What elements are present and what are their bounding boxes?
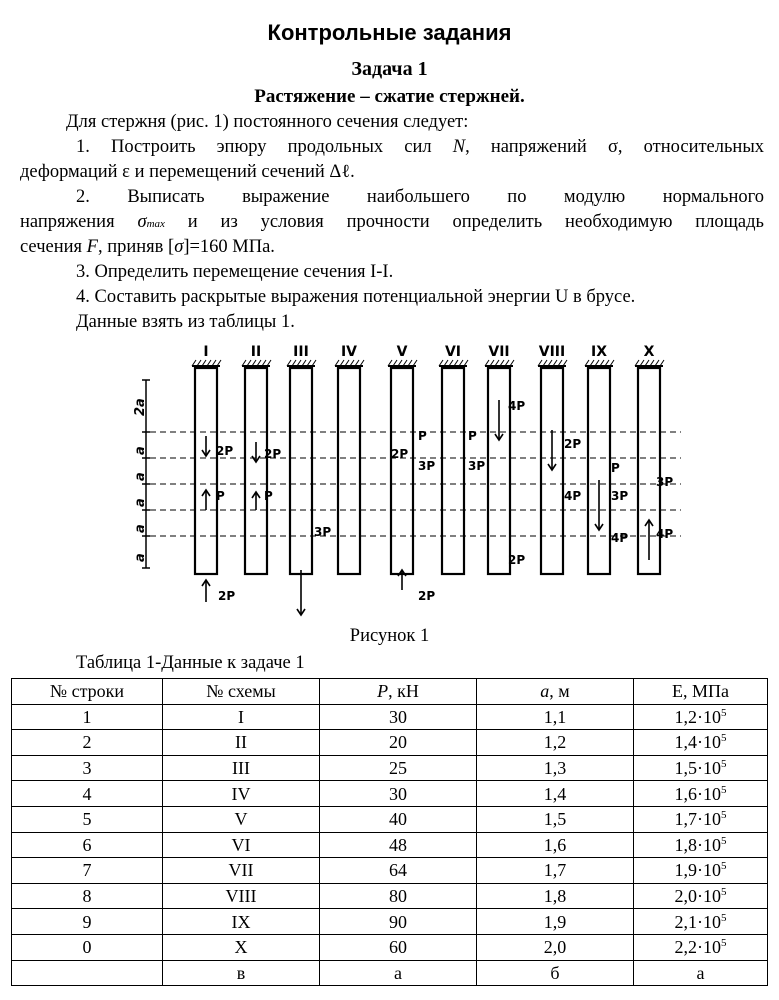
cell-e: $1,9\cdot 10^5$ bbox=[634, 858, 768, 884]
task-subtitle: Растяжение – сжатие стержней. bbox=[254, 86, 525, 107]
dimension-label: a bbox=[133, 446, 148, 455]
rod bbox=[195, 368, 217, 574]
cell-e: $1,2\cdot 10^5$ bbox=[634, 704, 768, 730]
cell-e: $1,4\cdot 10^5$ bbox=[634, 730, 768, 756]
cell-row-number: 0 bbox=[12, 934, 163, 960]
cell-row-number: 6 bbox=[12, 832, 163, 858]
table-row bbox=[12, 883, 768, 909]
cell-scheme: II bbox=[163, 730, 320, 756]
cell-scheme: VII bbox=[163, 858, 320, 884]
page-title: Контрольные задания bbox=[267, 20, 512, 45]
cell-footer-scheme: в bbox=[163, 960, 320, 986]
force-label: P bbox=[264, 489, 273, 503]
cell-row-number: 5 bbox=[12, 806, 163, 832]
force-label: P bbox=[611, 461, 620, 475]
scheme-label: I bbox=[203, 344, 209, 360]
cell-a: 2,0 bbox=[477, 934, 634, 960]
cell-a: 1,3 bbox=[477, 755, 634, 781]
item-2-line-3: сечения F, приняв [σ]=160 МПа. bbox=[20, 237, 275, 257]
col-header-row: № строки bbox=[12, 679, 163, 705]
figure-caption: Рисунок 1 bbox=[349, 626, 430, 646]
cell-scheme: V bbox=[163, 806, 320, 832]
cell-scheme: III bbox=[163, 755, 320, 781]
cell-p: 64 bbox=[320, 858, 477, 884]
cell-a: 1,2 bbox=[477, 730, 634, 756]
cell-e: $1,6\cdot 10^5$ bbox=[634, 781, 768, 807]
force-label: 4P bbox=[611, 531, 629, 545]
cell-p: 25 bbox=[320, 755, 477, 781]
cell-e: $2,2\cdot 10^5$ bbox=[634, 934, 768, 960]
item-4: 4. Составить раскрытые выражения потенциальной энергии U в брусе. bbox=[76, 287, 636, 307]
cell-p: 80 bbox=[320, 883, 477, 909]
cell-a: 1,1 bbox=[477, 704, 634, 730]
cell-e: $2,1\cdot 10^5$ bbox=[634, 909, 768, 935]
force-label: 3P bbox=[656, 475, 674, 489]
force-label: 3P bbox=[468, 459, 486, 473]
rod bbox=[488, 368, 510, 574]
table-row bbox=[12, 730, 768, 756]
cell-scheme: I bbox=[163, 704, 320, 730]
cell-scheme: VI bbox=[163, 832, 320, 858]
rod bbox=[588, 368, 610, 574]
cell-scheme: IV bbox=[163, 781, 320, 807]
item-2-line-2: напряжения σmax и из условия прочности определить необходимую площадь bbox=[20, 212, 764, 232]
cell-e: $1,7\cdot 10^5$ bbox=[634, 806, 768, 832]
cell-a: 1,7 bbox=[477, 858, 634, 884]
cell-p: 60 bbox=[320, 934, 477, 960]
force-label: P bbox=[216, 489, 225, 503]
scheme-label: VII bbox=[488, 344, 510, 360]
cell-a: 1,5 bbox=[477, 806, 634, 832]
force-label: P bbox=[418, 429, 427, 443]
cell-e: $1,5\cdot 10^5$ bbox=[634, 755, 768, 781]
cell-p: 30 bbox=[320, 781, 477, 807]
cell-a: 1,6 bbox=[477, 832, 634, 858]
intro-text: Для стержня (рис. 1) постоянного сечения следует: bbox=[66, 112, 469, 132]
rod-schemes-figure bbox=[133, 340, 696, 620]
force-label: 4P bbox=[656, 527, 674, 541]
cell-p: 48 bbox=[320, 832, 477, 858]
cell-row-number: 3 bbox=[12, 755, 163, 781]
force-label: 4P bbox=[564, 489, 582, 503]
cell-p: 40 bbox=[320, 806, 477, 832]
table-row bbox=[12, 704, 768, 730]
task-heading: Задача 1 bbox=[351, 58, 428, 80]
dimension-label: a bbox=[133, 498, 148, 507]
table-header-row bbox=[12, 679, 768, 705]
scheme-label: III bbox=[293, 344, 309, 360]
cell-a: 1,9 bbox=[477, 909, 634, 935]
force-label: 3P bbox=[418, 459, 436, 473]
scheme-label: II bbox=[250, 344, 262, 360]
data-table bbox=[11, 678, 768, 986]
cell-p: 90 bbox=[320, 909, 477, 935]
force-label: 3P bbox=[611, 489, 629, 503]
rod bbox=[442, 368, 464, 574]
col-header-e: E, МПа bbox=[634, 679, 768, 705]
cell-scheme: X bbox=[163, 934, 320, 960]
table-caption: Таблица 1-Данные к задаче 1 bbox=[76, 653, 305, 673]
force-label: P bbox=[468, 429, 477, 443]
dimension-label: a bbox=[133, 472, 148, 481]
force-label: 2P bbox=[216, 444, 234, 458]
force-label: 2P bbox=[264, 447, 282, 461]
cell-row-number: 4 bbox=[12, 781, 163, 807]
force-label: 2P bbox=[508, 553, 526, 567]
force-label: 2P bbox=[418, 589, 436, 603]
dimension-label: a bbox=[133, 553, 148, 562]
item-1-line-2: деформаций ε и перемещений сечений Δℓ. bbox=[20, 162, 355, 182]
rod bbox=[290, 368, 312, 574]
cell-scheme: IX bbox=[163, 909, 320, 935]
col-header-a: a, м bbox=[477, 679, 634, 705]
table-row bbox=[12, 806, 768, 832]
col-header-scheme: № схемы bbox=[163, 679, 320, 705]
cell-p: 20 bbox=[320, 730, 477, 756]
cell-a: 1,4 bbox=[477, 781, 634, 807]
item-2-line-1: 2. Выписать выражение наибольшего по модулю нормального bbox=[76, 187, 764, 207]
scheme-label: IX bbox=[590, 344, 608, 360]
table-row bbox=[12, 781, 768, 807]
force-label: 2P bbox=[391, 447, 409, 461]
rod bbox=[391, 368, 413, 574]
scheme-label: X bbox=[643, 344, 655, 360]
scheme-label: VIII bbox=[538, 344, 566, 360]
force-label: 2P bbox=[564, 437, 582, 451]
scheme-label: V bbox=[396, 344, 408, 360]
table-row bbox=[12, 858, 768, 884]
cell-a: 1,8 bbox=[477, 883, 634, 909]
force-label: 2P bbox=[218, 589, 236, 603]
item-3: 3. Определить перемещение сечения I-I. bbox=[76, 262, 394, 282]
cell-e: $2,0\cdot 10^5$ bbox=[634, 883, 768, 909]
cell-p: 30 bbox=[320, 704, 477, 730]
rod bbox=[245, 368, 267, 574]
table-row bbox=[12, 755, 768, 781]
cell-row-number: 2 bbox=[12, 730, 163, 756]
item-5: Данные взять из таблицы 1. bbox=[76, 312, 295, 332]
cell-e: $1,8\cdot 10^5$ bbox=[634, 832, 768, 858]
cell-row-number: 1 bbox=[12, 704, 163, 730]
scheme-label: VI bbox=[444, 344, 462, 360]
dimension-label: 2a bbox=[133, 398, 148, 416]
cell-footer-e: а bbox=[634, 960, 768, 986]
table-row bbox=[12, 909, 768, 935]
table-row bbox=[12, 934, 768, 960]
rod bbox=[338, 368, 360, 574]
cell-row-number: 9 bbox=[12, 909, 163, 935]
force-label: 4P bbox=[508, 399, 526, 413]
item-1-line-1: 1. Построить эпюру продольных сил N, напряжений σ, относительных bbox=[76, 137, 765, 157]
cell-scheme: VIII bbox=[163, 883, 320, 909]
cell-footer-n bbox=[12, 960, 163, 986]
cell-row-number: 7 bbox=[12, 858, 163, 884]
table-footer-row bbox=[12, 960, 768, 986]
table-row bbox=[12, 832, 768, 858]
scheme-label: IV bbox=[340, 344, 358, 360]
cell-footer-p: а bbox=[320, 960, 477, 986]
col-header-p: P, кН bbox=[320, 679, 477, 705]
dimension-label: a bbox=[133, 524, 148, 533]
force-label: 3P bbox=[314, 525, 332, 539]
cell-footer-a: б bbox=[477, 960, 634, 986]
cell-row-number: 8 bbox=[12, 883, 163, 909]
